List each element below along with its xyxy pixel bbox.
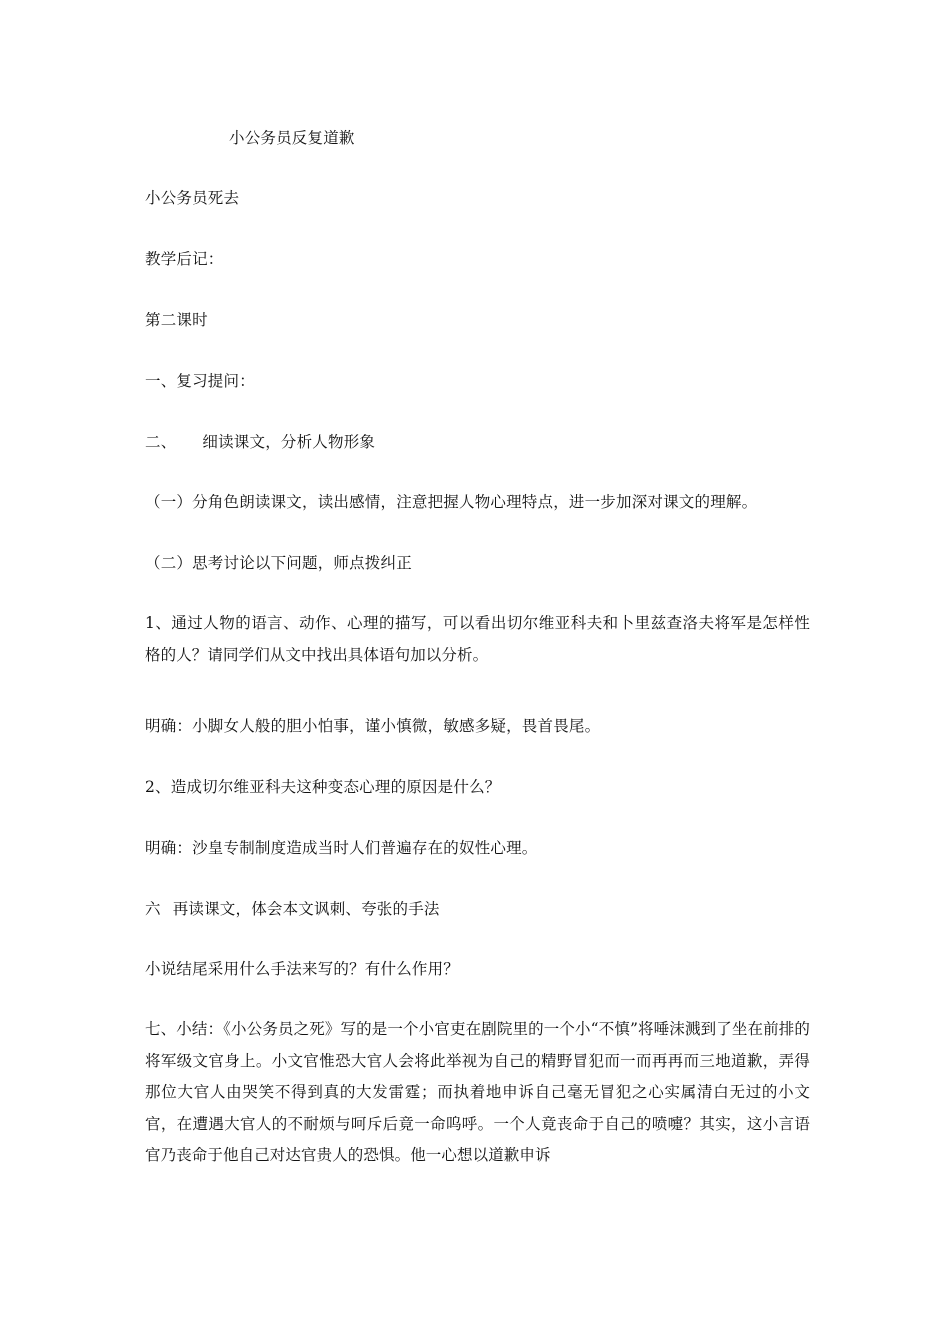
ending-question-text: 小说结尾采用什么手法来写的？有什么作用？ xyxy=(145,960,460,978)
answer-one-text: 明确：小脚女人般的胆小怕事，谨小慎微，敏感多疑，畏首畏尾。 xyxy=(145,717,601,735)
summary-paragraph: 七、小结：《小公务员之死》写的是一个小官吏在剧院里的一个小“不慎”将唾沫溅到了坐在前排的将军级文官身上。小文官惟恐大官人会将此举视为自己的精野冒犯而一而再再而三地道歉，弄得那位大官人由哭笑不得到真的大发雷霆；而执着地申诉自己毫无冒犯之心实属清白无过的小文官，在遭遇大官人的不耐烦与呵斥后竟一命呜呼。一个人竟丧命于自己的喷嚏？其实，这小言语官乃丧命于他自己对达官贵人的恐惧。他一心想以道歉申诉 xyxy=(145,1020,810,1164)
section-six-number: 六 xyxy=(145,900,161,918)
section-six-title: 再读课文，体会本文讽刺、夸张的手法 xyxy=(172,900,440,918)
section-two-number: 二、 xyxy=(145,433,177,451)
outline-line-death: 小公务员死去 xyxy=(145,189,240,207)
question-one-paragraph: 1、通过人物的语言、动作、心理的描写，可以看出切尔维亚科夫和卜里兹查洛夫将军是怎样性格的人？请同学们从文中找出具体语句加以分析。 xyxy=(145,614,810,664)
question-two-text: 2、造成切尔维亚科夫这种变态心理的原因是什么？ xyxy=(145,778,501,796)
section-review-heading: 一、复习提问： xyxy=(145,372,255,390)
section-two-title: 细读课文，分析人物形象 xyxy=(202,433,376,451)
section-two-heading xyxy=(145,432,375,452)
teaching-notes-heading: 教学后记： xyxy=(145,250,224,268)
section-six-heading xyxy=(145,899,440,919)
activity-two-text: （二）思考讨论以下问题，师点拨纠正 xyxy=(145,554,412,572)
activity-one-text: （一）分角色朗读课文，读出感情，注意把握人物心理特点，进一步加深对课文的理解。 xyxy=(145,493,758,511)
answer-two-text: 明确：沙皇专制制度造成当时人们普遍存在的奴性心理。 xyxy=(145,839,538,857)
outline-line-apology: 小公务员反复道歉 xyxy=(229,129,355,147)
lesson-two-heading: 第二课时 xyxy=(145,311,208,329)
